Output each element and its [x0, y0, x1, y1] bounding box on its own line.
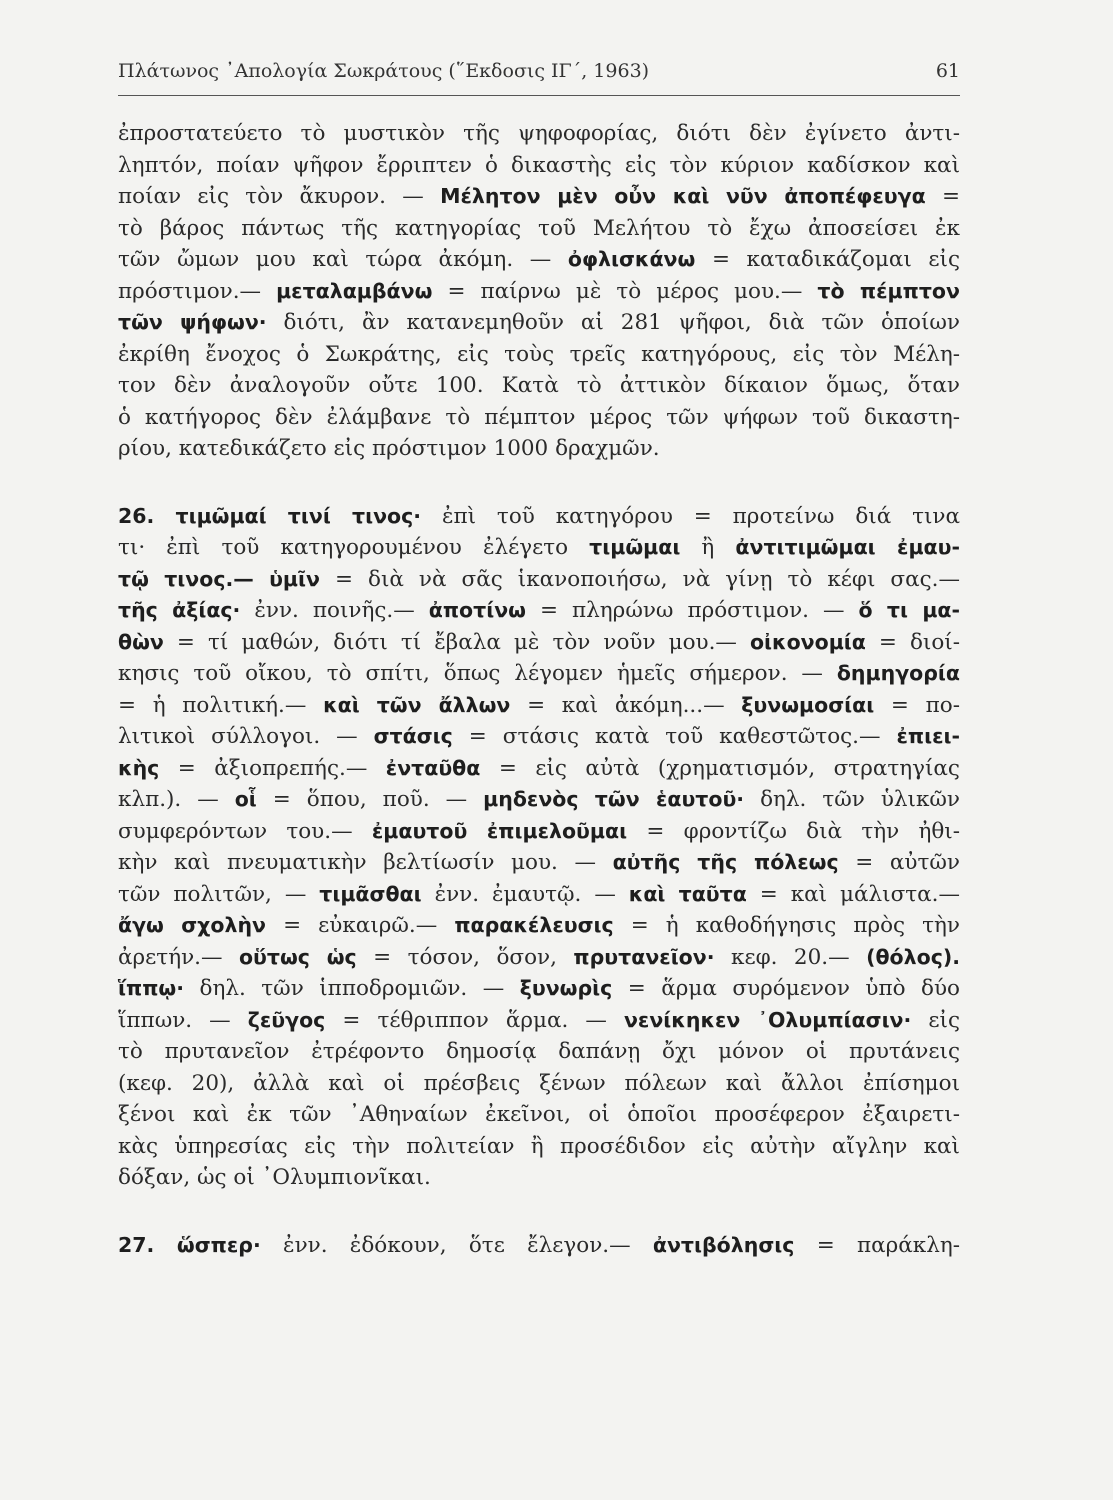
- lemma-term: ἵππῳ·: [118, 976, 185, 1000]
- text-line: [118, 1036, 960, 1068]
- gloss-text: τὸ πρυτανεῖον ἐτρέφοντο δημοσίᾳ δαπάνῃ ὄχι μόνον οἱ πρυτάνεις: [118, 1039, 960, 1064]
- text-line: [118, 1068, 960, 1100]
- gloss-text: = πο-: [874, 692, 960, 718]
- text-line: [118, 181, 960, 213]
- lemma-term: πρυτανεῖον·: [573, 944, 715, 969]
- lemma-term: τῷ τινος.— ὑμῖν: [118, 566, 320, 591]
- lemma-term: ἐμαυτοῦ ἐπιμελοῦμαι: [371, 818, 628, 843]
- lemma-term: 26. τιμῶμαί τινί τινος·: [118, 503, 422, 528]
- gloss-text: κεφ. 20.—: [714, 944, 867, 970]
- text-line: [118, 816, 960, 848]
- gloss-text: τὸ βάρος πάντως τῆς κατηγορίας τοῦ Μελήτου τὸ ἔχω ἀποσείσει ἐκ: [118, 215, 960, 241]
- lemma-term: ἀποτίνω: [428, 598, 526, 622]
- gloss-text: = εὐκαιρῶ.—: [266, 913, 455, 938]
- gloss-text: ἐνν. ἐδόκουν, ὅτε ἔλεγον.—: [260, 1232, 653, 1258]
- lemma-term: ξυνωρὶς: [519, 976, 613, 1000]
- gloss-text: = ἅρμα συρόμενον ὑπὸ δύο: [612, 976, 960, 1001]
- gloss-text: συμφερόντων του.—: [118, 818, 372, 844]
- lemma-term: ξυνωμοσίαι: [741, 692, 875, 717]
- gloss-text: = ὅπου, ποῦ. —: [256, 787, 484, 812]
- lemma-term: (θόλος).: [866, 944, 961, 969]
- gloss-text: τῶν πολιτῶν, —: [118, 881, 320, 907]
- lemma-term: οἷ: [234, 787, 257, 811]
- gloss-text: = παίρνω μὲ τὸ μέρος μου.—: [432, 278, 818, 304]
- gloss-text: = πληρώνω πρόστιμον. —: [526, 598, 859, 623]
- text-line: [118, 307, 960, 339]
- text-line: [118, 339, 960, 371]
- gloss-text: = καὶ μάλιστα.—: [746, 881, 960, 907]
- gloss-text: = αὐτῶν: [838, 850, 960, 875]
- text-line: [118, 118, 960, 150]
- text-line: [118, 595, 960, 627]
- text-line: [118, 721, 960, 753]
- gloss-text: (κεφ. 20), ἀλλὰ καὶ οἱ πρέσβεις ξένων πόλεων καὶ ἄλλοι ἐπίσημοι: [118, 1070, 960, 1096]
- text-line: [118, 658, 960, 690]
- header-title: Πλάτωνος ᾿Απολογία Σωκράτους (῞Εκδοσις ΙΓ΄, 1963): [118, 60, 650, 82]
- gloss-text: = καὶ ἀκόμη...—: [510, 692, 742, 718]
- gloss-text: κὰς ὑπηρεσίας εἰς τὴν πολιτείαν ἢ προσέδιδον εἰς αὐτὴν αἴγλην καὶ: [118, 1133, 960, 1159]
- gloss-text: πρόστιμον.—: [118, 278, 277, 304]
- gloss-text: δηλ. τῶν ὑλικῶν: [744, 787, 960, 812]
- gloss-text: = φροντίζω διὰ τὴν ἠθι-: [627, 818, 960, 844]
- text-line: [118, 532, 960, 564]
- header-rule: [118, 95, 960, 96]
- text-line: [118, 433, 960, 465]
- lemma-term: καὶ ταῦτα: [628, 881, 747, 906]
- text-line: [118, 244, 960, 276]
- running-header: [118, 60, 960, 82]
- lemma-term: τῶν ψήφων·: [118, 310, 267, 334]
- text-line: [118, 879, 960, 911]
- gloss-text: ἐπὶ τοῦ κατηγόρου = προτείνω διά τινα: [421, 503, 961, 529]
- lemma-term: ζεῦγος: [247, 1007, 326, 1032]
- lemma-term: 27. ὥσπερ·: [118, 1232, 261, 1257]
- text-line: [118, 150, 960, 182]
- gloss-text: ἢ: [680, 535, 736, 560]
- text-line: [118, 1162, 960, 1194]
- lemma-term: ἄγω σχολὴν: [118, 913, 267, 937]
- gloss-text: = διοί-: [865, 629, 960, 655]
- text-line: [118, 1230, 960, 1262]
- lemma-term: ἀντιτιμῶμαι ἐμαυ-: [735, 535, 960, 559]
- lemma-term: παρακέλευσις: [454, 913, 614, 937]
- text-line: [118, 370, 960, 402]
- lemma-term: ἐνταῦθα: [385, 755, 481, 780]
- gloss-text: ἵππων. —: [118, 1007, 248, 1033]
- gloss-text: ρίου, κατεδικάζετο εἰς πρόστιμον 1000 δραχμῶν.: [118, 436, 660, 461]
- page-number: 61: [935, 60, 960, 82]
- text-line: [118, 690, 960, 722]
- gloss-text: ποίαν εἰς τὸν ἄκυρον. —: [118, 184, 441, 209]
- gloss-text: ξένοι καὶ ἐκ τῶν ᾿Αθηναίων ἐκεῖνοι, οἱ ὁποῖοι προσέφερον ἐξαιρετι-: [118, 1102, 960, 1127]
- gloss-text: ἐκρίθη ἔνοχος ὁ Σωκράτης, εἰς τοὺς τρεῖς κατηγόρους, εἰς τὸν Μέλη-: [118, 341, 960, 367]
- text-line: [118, 784, 960, 816]
- gloss-text: τι· ἐπὶ τοῦ κατηγορουμένου ἐλέγετο: [118, 535, 590, 560]
- gloss-text: διότι, ἂν κατανεμηθοῦν αἱ 281 ψῆφοι, διὰ τῶν ὁποίων: [266, 310, 960, 335]
- gloss-text: = παράκλη-: [794, 1232, 961, 1258]
- text-line: [118, 402, 960, 434]
- gloss-text: ὁ κατήγορος δὲν ἐλάμβανε τὸ πέμπτον μέρος τῶν ψήφων τοῦ δικαστη-: [118, 404, 960, 430]
- gloss-text: = στάσις κατὰ τοῦ καθεστῶτος.—: [452, 724, 897, 749]
- lemma-term: τιμᾶσθαι: [319, 881, 422, 906]
- text-line: [118, 910, 960, 942]
- gloss-text: ἀρετήν.—: [118, 944, 239, 970]
- gloss-text: ἐνν. ποινῆς.—: [240, 598, 429, 623]
- text-line: [118, 1131, 960, 1163]
- text-line: [118, 213, 960, 245]
- text-line: [118, 753, 960, 785]
- lemma-term: ὀφλισκάνω: [567, 247, 696, 271]
- lemma-term: Μέλητον μὲν οὖν καὶ νῦν ἀποπέφευγα: [440, 184, 926, 208]
- gloss-text: = ἡ καθοδήγησις πρὸς τὴν: [613, 913, 960, 938]
- text-line: [118, 1099, 960, 1131]
- commentary-body: [118, 118, 960, 1261]
- text-line: [118, 847, 960, 879]
- text-line: [118, 973, 960, 1005]
- text-line: [118, 501, 960, 533]
- lemma-term: κὴς: [118, 755, 160, 780]
- gloss-text: εἰς: [911, 1007, 960, 1033]
- gloss-text: = τέθριππον ἅρμα. —: [325, 1007, 624, 1033]
- gloss-text: τῶν ὤμων μου καὶ τώρα ἀκόμη. —: [118, 247, 568, 272]
- gloss-text: ληπτόν, ποίαν ψῆφον ἔρριπτεν ὁ δικαστὴς εἰς τὸν κύριον καδίσκον καὶ: [118, 152, 960, 178]
- lemma-term: μεταλαμβάνω: [276, 278, 433, 303]
- lemma-term: καὶ τῶν ἄλλων: [323, 692, 511, 717]
- lemma-term: νενίκηκεν ᾿Ολυμπίασιν·: [623, 1007, 912, 1032]
- lemma-term: ἐπιει-: [896, 724, 960, 748]
- gloss-text: ἐπροστατεύετο τὸ μυστικὸν τῆς ψηφοφορίας, διότι δὲν ἐγίνετο ἀντι-: [118, 121, 960, 146]
- gloss-text: = καταδικάζομαι εἰς: [695, 247, 960, 272]
- gloss-text: λιτικοὶ σύλλογοι. —: [118, 724, 374, 749]
- paragraph-gap: [118, 1194, 960, 1230]
- gloss-text: = εἰς αὐτὰ (χρηματισμόν, στρατηγίας: [480, 755, 960, 781]
- text-line: [118, 276, 960, 308]
- lemma-term: ἀντιβόλησις: [652, 1232, 795, 1257]
- gloss-text: δόξαν, ὡς οἱ ᾿Ολυμπιονῖκαι.: [118, 1165, 431, 1190]
- gloss-text: = ἀξιοπρεπής.—: [159, 755, 386, 781]
- lemma-term: δημηγορία: [836, 661, 960, 685]
- text-line: [118, 942, 960, 974]
- lemma-term: οἰκονομία: [749, 629, 866, 654]
- lemma-term: οὕτως ὡς: [238, 944, 357, 969]
- gloss-text: κησις τοῦ οἴκου, τὸ σπίτι, ὅπως λέγομεν ἡμεῖς σήμερον. —: [118, 661, 837, 686]
- lemma-term: τιμῶμαι: [589, 535, 681, 559]
- lemma-term: τὸ πέμπτον: [817, 278, 960, 303]
- lemma-term: ὅ τι μα-: [858, 598, 960, 622]
- gloss-text: ἐνν. ἐμαυτῷ. —: [421, 881, 629, 907]
- text-line: [118, 1005, 960, 1037]
- lemma-term: τῆς ἀξίας·: [118, 598, 241, 622]
- lemma-term: στάσις: [373, 724, 453, 748]
- text-line: [118, 564, 960, 596]
- lemma-term: θὼν: [118, 629, 164, 654]
- gloss-text: κὴν καὶ πνευματικὴν βελτίωσίν μου. —: [118, 850, 613, 875]
- gloss-text: = τόσον, ὅσον,: [356, 944, 574, 970]
- gloss-text: = ἡ πολιτική.—: [118, 692, 324, 718]
- gloss-text: = τί μαθών, διότι τί ἔβαλα μὲ τὸν νοῦν μου.—: [163, 629, 750, 655]
- gloss-text: τον δὲν ἀναλογοῦν οὔτε 100. Κατὰ τὸ ἀττικὸν δίκαιον ὅμως, ὅταν: [118, 373, 960, 398]
- lemma-term: αὐτῆς τῆς πόλεως: [612, 850, 839, 874]
- gloss-text: =: [925, 184, 960, 209]
- gloss-text: = διὰ νὰ σᾶς ἱκανοποιήσω, νὰ γίνῃ τὸ κέφι σας.—: [319, 566, 960, 592]
- gloss-text: δηλ. τῶν ἱπποδρομιῶν. —: [184, 976, 520, 1001]
- gloss-text: κλπ.). —: [118, 787, 235, 812]
- text-line: [118, 627, 960, 659]
- paragraph-gap: [118, 465, 960, 501]
- lemma-term: μηδενὸς τῶν ἑαυτοῦ·: [483, 787, 745, 811]
